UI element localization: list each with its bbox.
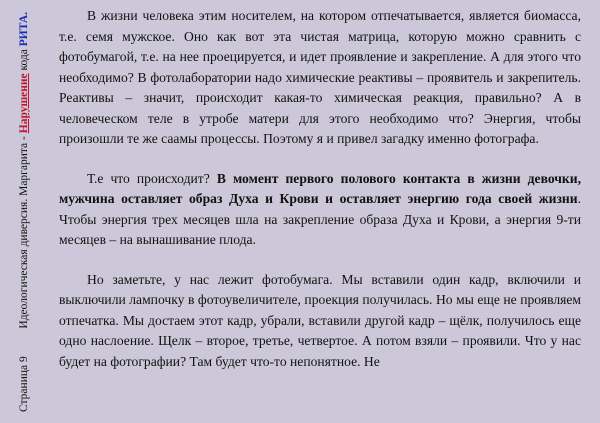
paragraph-2	[59, 169, 581, 251]
paragraph-3: Но заметьте, у нас лежит фотобумага. Мы вставили один кадр, включили и выключили лампочку в фотоувеличителе, проекция получилась. Но мы еще не проявляем отпечатка. Мы достаем этот кадр, убрали, вставили другой кадр – щёлк, получилось еще одно наслоение. Щелк – второе, третье, четвертое. А потом взяли – проявили. Что у нас будет на фотографии? Там будет что-то непонятное. Не	[59, 271, 581, 369]
side-header	[14, 12, 34, 412]
paragraph-1: В жизни человека этим носителем, на котором отпечатывается, является биомасса, т.е. семя мужское. Оно как вот эта чистая матрица, которую можно сравнить с фотобумагой, т.е. на нее проецируется, и идет проявление и закрепление. А для этого что необходимо? В фотолаборатории надо химические реактивы – проявитель и закрепитель. Реактивы – значит, происходит какая-то химическая реакция, правильно? А в человеческом теле в утробе матери для этого необходимо что? Энергия, чтобы произошли те же саамы процессы. Поэтому я и привел загадку именно фотографа.	[59, 8, 581, 146]
paragraph-2-start: Т.е что происходит?	[87, 170, 217, 186]
page-number-label: Страница 9	[18, 356, 30, 412]
body-text	[59, 0, 581, 372]
book-title-blue: РИТА.	[18, 12, 30, 47]
book-title-mid: кода	[18, 46, 30, 74]
paragraph-2-end: . Чтобы энергия трех месяцев шла на закрепление образа Духа и Крови, а энергия 9-ти месяцев – на вынашивание плода.	[59, 191, 581, 247]
paragraph-2-bold: В момент первого полового контакта в жизни девочки, мужчина оставляет образ Духа и Крови и оставляет энергию года своей жизни	[59, 170, 581, 206]
book-title-prefix: Идеологическая диверсия. Маргарита -	[18, 133, 30, 329]
book-title	[14, 12, 34, 329]
book-title-red: Нарушение	[18, 73, 30, 134]
side-margin	[14, 12, 34, 412]
